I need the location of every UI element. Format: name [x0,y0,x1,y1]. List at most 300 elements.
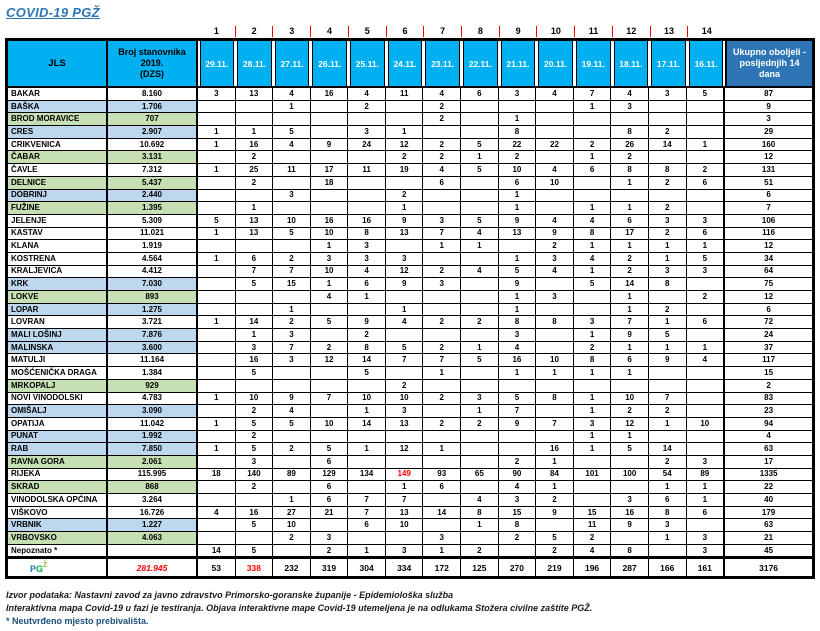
daily-total-cell: 319 [311,559,349,576]
case-count-cell: 6 [687,507,726,519]
case-count-cell: 1 [536,367,574,379]
jls-cell: RAVNA GORA [8,456,108,468]
case-count-cell: 3 [687,266,726,278]
case-count-cell: 6 [611,215,649,227]
case-count-cell: 25 [236,164,274,176]
case-count-cell: 7 [499,405,537,417]
case-count-cell: 1 [649,240,687,252]
daily-total-cell: 304 [348,559,386,576]
case-count-cell: 6 [423,177,461,189]
total-14d-cell: 37 [725,342,812,354]
case-count-cell [348,380,386,392]
case-count-cell: 10 [273,519,311,531]
case-count-cell: 8 [649,164,687,176]
case-count-cell: 3 [423,278,461,290]
case-count-cell: 4 [461,494,499,506]
case-count-cell: 15 [574,507,612,519]
case-count-cell: 1 [499,304,537,316]
case-count-cell: 10 [687,418,726,430]
jls-cell: CRIKVENICA [8,139,108,151]
population-cell: 10.692 [108,139,198,151]
case-count-cell: 2 [236,151,274,163]
case-count-cell: 140 [236,469,274,481]
population-cell: 3.131 [108,151,198,163]
case-count-cell [461,304,499,316]
case-count-cell: 93 [423,469,461,481]
case-count-cell: 2 [273,253,311,265]
jls-cell: PUNAT [8,431,108,443]
case-count-cell: 10 [611,393,649,405]
case-count-cell: 2 [423,139,461,151]
case-count-cell [574,380,612,392]
case-count-cell: 3 [499,494,537,506]
case-count-cell: 7 [536,418,574,430]
total-14d-cell: 2 [725,380,812,392]
case-count-cell: 16 [536,443,574,455]
case-count-cell: 4 [574,215,612,227]
case-count-cell: 14 [423,507,461,519]
case-count-cell [611,532,649,544]
table-row [8,494,812,507]
case-count-cell: 4 [574,253,612,265]
case-count-cell: 8 [611,126,649,138]
case-count-cell [461,532,499,544]
case-count-cell [499,431,537,443]
case-count-cell: 4 [536,215,574,227]
case-count-cell [311,126,349,138]
population-cell: 868 [108,481,198,493]
case-count-cell: 3 [536,253,574,265]
table-row [8,469,812,482]
case-count-cell: 1 [348,405,386,417]
date-header-label: 28.11. [237,41,272,86]
case-count-cell [536,113,574,125]
day-number: 12 [613,26,651,37]
case-count-cell: 3 [236,342,274,354]
case-count-cell: 1 [273,304,311,316]
case-count-cell: 24 [348,139,386,151]
case-count-cell: 1 [499,202,537,214]
case-count-cell: 1 [311,240,349,252]
case-count-cell: 4 [273,139,311,151]
note-line: Interaktivna mapa Covid-19 u fazi je testiranja. Objava interaktivne mape Covid-19 utemeljena je na odlukama Stožera civilne zaštite PGŽ. [6,603,593,613]
case-count-cell: 1 [236,126,274,138]
case-count-cell: 5 [236,443,274,455]
case-count-cell: 9 [348,316,386,328]
case-count-cell [574,177,612,189]
case-count-cell: 3 [348,253,386,265]
case-count-cell [198,177,236,189]
case-count-cell: 5 [273,418,311,430]
case-count-cell: 4 [311,291,349,303]
case-count-cell: 1 [611,342,649,354]
case-count-cell: 11 [386,88,424,100]
case-count-cell: 1 [611,291,649,303]
case-count-cell [611,190,649,202]
case-count-cell: 2 [423,101,461,113]
case-count-cell: 4 [348,88,386,100]
population-cell: 1.384 [108,367,198,379]
case-count-cell: 2 [386,190,424,202]
case-count-cell: 1 [273,494,311,506]
case-count-cell: 3 [574,316,612,328]
case-count-cell [198,190,236,202]
case-count-cell [386,177,424,189]
case-count-cell: 8 [574,354,612,366]
jls-cell: ČAVLE [8,164,108,176]
case-count-cell [198,519,236,531]
case-count-cell: 2 [687,164,726,176]
population-cell: 1.227 [108,519,198,531]
table-row [8,304,812,317]
table-row [8,443,812,456]
case-count-cell: 2 [649,228,687,240]
case-count-cell: 2 [611,253,649,265]
table-row [8,291,812,304]
case-count-cell: 1 [649,253,687,265]
case-count-cell: 17 [311,164,349,176]
case-count-cell: 12 [611,418,649,430]
case-count-cell: 5 [311,443,349,455]
case-count-cell: 15 [499,507,537,519]
case-count-cell: 9 [499,215,537,227]
date-header-label: 18.11. [614,41,649,86]
case-count-cell: 6 [499,177,537,189]
case-count-cell: 1 [461,342,499,354]
daily-total-cell: 53 [198,559,236,576]
case-count-cell [236,113,274,125]
case-count-cell: 90 [499,469,537,481]
jls-cell: NOVI VINODOLSKI [8,393,108,405]
case-count-cell: 1 [348,443,386,455]
case-count-cell: 6 [687,177,726,189]
case-count-cell: 6 [687,228,726,240]
case-count-cell [536,126,574,138]
case-count-cell: 65 [461,469,499,481]
case-count-cell: 5 [461,139,499,151]
jls-cell: BAŠKA [8,101,108,113]
case-count-cell: 2 [311,545,349,557]
case-count-cell: 10 [311,228,349,240]
total-14d-cell: 64 [725,266,812,278]
case-count-cell [386,532,424,544]
case-count-cell [687,380,726,392]
case-count-cell: 14 [649,139,687,151]
case-count-cell: 4 [499,342,537,354]
case-count-cell: 2 [236,431,274,443]
population-column-header [108,41,198,86]
case-count-cell [273,545,311,557]
date-header-label: 19.11. [576,41,611,86]
case-count-cell [536,519,574,531]
case-count-cell [536,329,574,341]
case-count-cell: 8 [611,164,649,176]
case-count-cell: 1 [499,291,537,303]
table-row [8,88,812,101]
total-14d-cell: 63 [725,519,812,531]
case-count-cell: 16 [236,354,274,366]
total-14d-cell: 1335 [725,469,812,481]
case-count-cell: 1 [198,393,236,405]
case-count-cell: 8 [611,545,649,557]
case-count-cell [348,532,386,544]
case-count-cell [574,291,612,303]
case-count-cell [461,126,499,138]
case-count-cell: 12 [386,139,424,151]
case-count-cell [536,151,574,163]
population-cell: 3.264 [108,494,198,506]
jls-cell: MRKOPALJ [8,380,108,392]
jls-cell: MATULJI [8,354,108,366]
case-count-cell: 3 [386,253,424,265]
case-count-cell: 16 [499,354,537,366]
case-count-cell [649,545,687,557]
population-cell: 8.160 [108,88,198,100]
case-count-cell [198,101,236,113]
jls-cell: LOPAR [8,304,108,316]
case-count-cell: 8 [649,278,687,290]
jls-cell: RAB [8,443,108,455]
case-count-cell [461,177,499,189]
table-row [8,481,812,494]
case-count-cell: 7 [348,494,386,506]
case-count-cell [273,151,311,163]
case-count-cell: 1 [499,253,537,265]
case-count-cell: 4 [461,228,499,240]
date-column-header [311,41,349,86]
case-count-cell: 10 [499,164,537,176]
case-count-cell [273,240,311,252]
case-count-cell [461,291,499,303]
table-row [8,139,812,152]
table-row [8,545,812,558]
case-count-cell: 3 [423,215,461,227]
case-count-cell: 2 [423,393,461,405]
daily-total-cell: 172 [423,559,461,576]
population-cell: 16.726 [108,507,198,519]
case-count-cell: 5 [499,393,537,405]
case-count-cell: 1 [574,443,612,455]
case-count-cell [311,101,349,113]
case-count-cell: 89 [273,469,311,481]
case-count-cell [198,151,236,163]
case-count-cell: 2 [273,443,311,455]
population-cell: 1.992 [108,431,198,443]
case-count-cell: 3 [273,354,311,366]
total-14d-cell: 75 [725,278,812,290]
population-cell: 1.395 [108,202,198,214]
case-count-cell: 16 [311,215,349,227]
table-row [8,190,812,203]
case-count-cell: 2 [649,304,687,316]
daily-total-cell: 125 [461,559,499,576]
total-14d-cell: 29 [725,126,812,138]
case-count-cell: 5 [236,418,274,430]
case-count-cell: 16 [611,507,649,519]
case-count-cell: 1 [461,240,499,252]
population-cell: 2.061 [108,456,198,468]
case-count-cell: 10 [311,418,349,430]
case-count-cell: 1 [461,405,499,417]
case-count-cell [536,101,574,113]
case-count-cell: 1 [687,240,726,252]
case-count-cell: 3 [461,393,499,405]
case-count-cell: 2 [499,456,537,468]
population-cell: 707 [108,113,198,125]
case-count-cell [236,190,274,202]
case-count-cell [574,113,612,125]
table-row [8,253,812,266]
case-count-cell: 10 [536,354,574,366]
case-count-cell: 3 [386,545,424,557]
case-count-cell: 8 [348,228,386,240]
jls-cell: VRBNIK [8,519,108,531]
case-count-cell: 9 [536,228,574,240]
case-count-cell: 2 [423,113,461,125]
jls-cell: VRBOVSKO [8,532,108,544]
pgz-logo-letter: P [30,563,37,574]
jls-cell: MALINSKA [8,342,108,354]
case-count-cell [574,494,612,506]
case-count-cell [348,431,386,443]
table-header-row [8,41,812,88]
population-header-line: (DZS) [140,69,164,79]
case-count-cell: 3 [386,405,424,417]
case-count-cell [236,240,274,252]
case-count-cell: 1 [499,190,537,202]
case-count-cell: 1 [687,481,726,493]
case-count-cell [198,481,236,493]
case-count-cell [198,278,236,290]
total-14d-cell: 45 [725,545,812,557]
case-count-cell [649,101,687,113]
case-count-cell [273,202,311,214]
case-count-cell: 9 [386,278,424,290]
case-count-cell: 1 [198,316,236,328]
case-count-cell: 2 [499,532,537,544]
population-cell: 11.042 [108,418,198,430]
total-column-header: Ukupno oboljeli - posljednjih 14 dana [725,41,812,86]
case-count-cell: 10 [348,393,386,405]
case-count-cell: 9 [273,393,311,405]
case-count-cell: 2 [348,329,386,341]
case-count-cell [198,304,236,316]
total-14d-cell: 12 [725,151,812,163]
case-count-cell [687,367,726,379]
total-14d-cell: 12 [725,291,812,303]
case-count-cell: 2 [611,405,649,417]
population-cell: 2.440 [108,190,198,202]
case-count-cell: 6 [649,494,687,506]
case-count-cell [311,113,349,125]
case-count-cell [687,431,726,443]
daily-total-cell: 219 [536,559,574,576]
case-count-cell [461,329,499,341]
case-count-cell [311,190,349,202]
case-count-cell: 4 [536,88,574,100]
population-cell: 3.600 [108,342,198,354]
case-count-cell: 3 [311,532,349,544]
case-count-cell: 6 [348,519,386,531]
case-count-cell [611,456,649,468]
case-count-cell: 6 [461,88,499,100]
covid-table [5,38,815,579]
case-count-cell [386,367,424,379]
case-count-cell: 1 [499,113,537,125]
case-count-cell: 12 [386,266,424,278]
case-count-cell [311,519,349,531]
case-count-cell: 1 [611,304,649,316]
case-count-cell [687,190,726,202]
case-count-cell [687,329,726,341]
case-count-cell: 2 [574,532,612,544]
case-count-cell: 11 [273,164,311,176]
case-count-cell: 7 [236,266,274,278]
table-row [8,278,812,291]
case-count-cell: 1 [611,177,649,189]
case-count-cell: 1 [499,367,537,379]
jls-cell: LOVRAN [8,316,108,328]
total-14d-cell: 3 [725,113,812,125]
case-count-cell [574,481,612,493]
case-count-cell [198,342,236,354]
table-row [8,354,812,367]
case-count-cell: 2 [348,101,386,113]
case-count-cell: 10 [386,393,424,405]
case-count-cell: 1 [574,367,612,379]
case-count-cell [461,278,499,290]
case-count-cell [273,177,311,189]
case-count-cell: 7 [423,354,461,366]
case-count-cell: 16 [311,88,349,100]
case-count-cell: 8 [499,316,537,328]
date-column-header [574,41,612,86]
case-count-cell [423,291,461,303]
jls-cell: RIJEKA [8,469,108,481]
case-count-cell: 54 [649,469,687,481]
case-count-cell [536,380,574,392]
case-count-cell: 9 [386,215,424,227]
jls-cell: OPATIJA [8,418,108,430]
case-count-cell: 129 [311,469,349,481]
case-count-cell: 5 [311,316,349,328]
population-cell: 1.919 [108,240,198,252]
case-count-cell: 13 [386,418,424,430]
case-count-cell: 1 [423,443,461,455]
case-count-cell: 7 [649,393,687,405]
case-count-cell: 14 [611,278,649,290]
case-count-cell: 3 [311,253,349,265]
case-count-cell [348,151,386,163]
jls-cell: BROD MORAVICE [8,113,108,125]
total-14d-cell: 12 [725,240,812,252]
case-count-cell [461,202,499,214]
case-count-cell: 10 [273,215,311,227]
case-count-cell: 2 [423,151,461,163]
case-count-cell: 4 [348,266,386,278]
table-row [8,519,812,532]
case-count-cell: 100 [611,469,649,481]
total-14d-cell: 87 [725,88,812,100]
jls-cell: ČABAR [8,151,108,163]
case-count-cell: 89 [687,469,726,481]
case-count-cell: 1 [687,494,726,506]
case-count-cell: 4 [687,354,726,366]
case-count-cell: 1 [198,139,236,151]
case-count-cell: 5 [236,545,274,557]
case-count-cell: 8 [574,228,612,240]
case-count-cell [423,405,461,417]
